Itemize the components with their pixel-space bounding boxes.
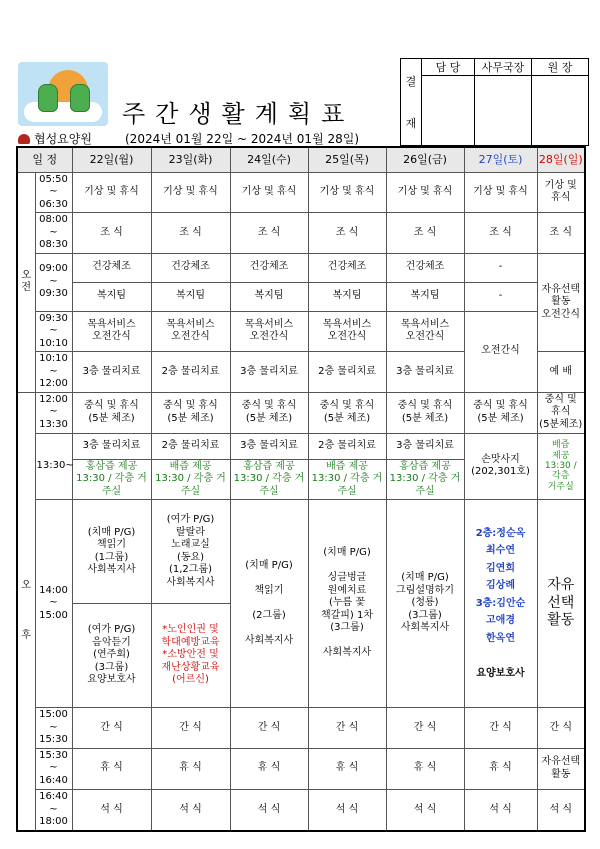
day-header: 26일(금) [386, 147, 464, 172]
time-cell: 13:30~ [35, 433, 72, 500]
activity-cell: 건강체조 [72, 253, 151, 282]
activity-cell: 예 배 [537, 352, 585, 393]
activity-cell: 복지팀 [308, 282, 386, 311]
activity-cell: 간 식 [230, 708, 308, 749]
activity-cell: 석 식 [72, 789, 151, 831]
role-cell: 사무국장 [475, 59, 532, 76]
cloud-graphic [24, 102, 102, 122]
activity-cell: - [464, 282, 537, 311]
activity-cell: 복지팀 [386, 282, 464, 311]
time-cell: 05:50 ~ 06:30 [35, 172, 72, 213]
time-cell: 16:40 ~ 18:00 [35, 789, 72, 831]
activity-cell: 휴 식 [386, 748, 464, 789]
sunday-free-cell: 자유선택 활동 오전간식 [537, 253, 585, 352]
activity-cell: 중식 및 휴식 (5분 체조) [464, 392, 537, 433]
role-cell: 담 당 [422, 59, 475, 76]
role-cell: 원 장 [532, 59, 589, 76]
activity-cell: 목욕서비스 오전간식 [72, 311, 151, 352]
activity-cell: 목욕서비스 오전간식 [386, 311, 464, 352]
signature-cell[interactable] [422, 76, 475, 146]
program-cell-tue-b: *노인인권 및 학대예방교육 *소방안전 및 재난상황교육 (어르신) [151, 604, 230, 708]
activity-cell: 목욕서비스 오전간식 [230, 311, 308, 352]
activity-cell: 복지팀 [151, 282, 230, 311]
activity-cell: 자유선택 활동 [537, 748, 585, 789]
activity-cell: 중식 및 휴식 (5분 체조) [151, 392, 230, 433]
activity-cell: 복지팀 [72, 282, 151, 311]
activity-cell: 중식 및 휴식 (5분 체조) [386, 392, 464, 433]
activity-cell: 3층 물리치료 [386, 433, 464, 459]
activity-cell: 간 식 [308, 708, 386, 749]
signature-cell[interactable] [532, 76, 589, 146]
program-cell-thu: (치매 P/G) 싱글벙글 원예치료 (누름 꽃 책갈피) 1차 (3그룹) 사회복지사 [308, 500, 386, 708]
header-row [17, 147, 585, 172]
activity-cell: 조 식 [151, 213, 230, 254]
activity-cell: 휴 식 [464, 748, 537, 789]
activity-cell: 2층 물리치료 [151, 433, 230, 459]
activity-cell: 간 식 [537, 708, 585, 749]
supply-cell: 홍삼즙 제공 13:30 / 각층 거주실 [230, 459, 308, 500]
day-header-saturday: 27일(토) [464, 147, 537, 172]
brand-logo-icon [18, 134, 30, 144]
day-header: 22일(월) [72, 147, 151, 172]
activity-cell: 3층 물리치료 [72, 433, 151, 459]
activity-cell: 3층 물리치료 [230, 433, 308, 459]
program-cell-fri: (치매 P/G) 그림설명하기 (청룡) (3그룹) 사회복지사 [386, 500, 464, 708]
time-cell: 10:10 ~ 12:00 [35, 352, 72, 393]
schedule-table [16, 146, 586, 832]
supply-cell: 배즙 제공 13:30 / 각층 거주실 [151, 459, 230, 500]
activity-cell: 석 식 [537, 789, 585, 831]
corner-cell: 일 정 [17, 147, 72, 172]
activity-cell: 목욕서비스 오전간식 [151, 311, 230, 352]
program-cell-sun: 자유 선택 활동 [537, 500, 585, 708]
period: (2024년 01월 22일 ~ 2024년 01월 28일) [125, 132, 360, 146]
mascot-left [38, 84, 58, 112]
time-cell: 14:00 ~ 15:00 [35, 500, 72, 708]
program-cell-mon-b: (여가 P/G) 음악듣기 (연주회) (3그룹) 요양보호사 [72, 604, 151, 708]
activity-cell: 기상 및 휴식 [72, 172, 151, 213]
approval-box [400, 58, 589, 146]
activity-cell: 중식 및 휴식 (5분체조) [537, 392, 585, 433]
logo-image [18, 62, 108, 126]
activity-cell: 조 식 [230, 213, 308, 254]
activity-cell: 기상 및 휴식 [151, 172, 230, 213]
time-cell: 15:30 ~ 16:40 [35, 748, 72, 789]
time-cell: 15:00 ~ 15:30 [35, 708, 72, 749]
activity-cell: 건강체조 [151, 253, 230, 282]
mascot-right [70, 84, 90, 112]
brand-name: 협성요양원 [34, 132, 92, 146]
activity-cell: 조 식 [386, 213, 464, 254]
day-header: 23일(화) [151, 147, 230, 172]
activity-cell: 간 식 [464, 708, 537, 749]
activity-cell: 조 식 [537, 213, 585, 254]
activity-cell: 중식 및 휴식 (5분 체조) [72, 392, 151, 433]
activity-cell: 석 식 [151, 789, 230, 831]
time-cell: 08:00 ~ 08:30 [35, 213, 72, 254]
day-header: 24일(수) [230, 147, 308, 172]
activity-cell: 건강체조 [308, 253, 386, 282]
brand [18, 130, 92, 147]
activity-cell: 조 식 [72, 213, 151, 254]
activity-cell: 간 식 [151, 708, 230, 749]
program-cell-sat: 2층:정순옥 최수연 김연희 김상례 3층:김안순 고애경 한옥연 요양보호사 [464, 500, 537, 708]
activity-cell: 2층 물리치료 [308, 352, 386, 393]
activity-cell: 조 식 [464, 213, 537, 254]
time-cell: 09:00 ~ 09:30 [35, 253, 72, 311]
activity-cell: 기상 및 휴식 [230, 172, 308, 213]
supply-cell: 홍삼즙 제공 13:30 / 각층 거주실 [386, 459, 464, 500]
page-title: 주간생활계획표 [122, 100, 355, 128]
program-cell-wed: (치매 P/G) 책읽기 (2그룹) 사회복지사 [230, 500, 308, 708]
activity-cell: 3층 물리치료 [230, 352, 308, 393]
activity-cell: 간 식 [386, 708, 464, 749]
activity-cell: 목욕서비스 오전간식 [308, 311, 386, 352]
time-cell: 09:30 ~ 10:10 [35, 311, 72, 352]
day-header-sunday: 28일(일) [537, 147, 585, 172]
sunday-supply-cell: 배즙 제공 13:30 / 각층 거주실 [537, 433, 585, 500]
activity-cell: 건강체조 [230, 253, 308, 282]
activity-cell: 3층 물리치료 [386, 352, 464, 393]
saturday-massage-cell: 손맛사지 (202,301호) [464, 433, 537, 500]
activity-cell: 중식 및 휴식 (5분 체조) [230, 392, 308, 433]
pm-label: 오 후 [17, 392, 35, 831]
activity-cell: 휴 식 [72, 748, 151, 789]
signature-cell[interactable] [475, 76, 532, 146]
approval-label: 결 재 [401, 59, 422, 146]
program-cell-mon-a: (치매 P/G) 책읽기 (1그룹) 사회복지사 [72, 500, 151, 604]
activity-cell: 오전간식 [464, 311, 537, 392]
activity-cell: 복지팀 [230, 282, 308, 311]
activity-cell: 중식 및 휴식 (5분 체조) [308, 392, 386, 433]
activity-cell: 휴 식 [230, 748, 308, 789]
program-cell-tue-a: (여가 P/G) 랄랄라 노래교실 (동요) (1,2그룹) 사회복지사 [151, 500, 230, 604]
activity-cell: 2층 물리치료 [151, 352, 230, 393]
activity-cell: 3층 물리치료 [72, 352, 151, 393]
activity-cell: 기상 및 휴식 [464, 172, 537, 213]
supply-cell: 홍삼즙 제공 13:30 / 각층 거주실 [72, 459, 151, 500]
day-header: 25일(목) [308, 147, 386, 172]
activity-cell: 건강체조 [386, 253, 464, 282]
activity-cell: 휴 식 [308, 748, 386, 789]
activity-cell: 휴 식 [151, 748, 230, 789]
activity-cell: 석 식 [464, 789, 537, 831]
activity-cell: 기상 및 휴식 [386, 172, 464, 213]
activity-cell: 석 식 [386, 789, 464, 831]
activity-cell: 2층 물리치료 [308, 433, 386, 459]
activity-cell: 기상 및 휴식 [308, 172, 386, 213]
time-cell: 12:00 ~ 13:30 [35, 392, 72, 433]
activity-cell: 간 식 [72, 708, 151, 749]
activity-cell: - [464, 253, 537, 282]
activity-cell: 석 식 [308, 789, 386, 831]
activity-cell: 기상 및 휴식 [537, 172, 585, 213]
supply-cell: 배즙 제공 13:30 / 각층 거주실 [308, 459, 386, 500]
am-label: 오 전 [17, 172, 35, 392]
activity-cell: 석 식 [230, 789, 308, 831]
activity-cell: 조 식 [308, 213, 386, 254]
